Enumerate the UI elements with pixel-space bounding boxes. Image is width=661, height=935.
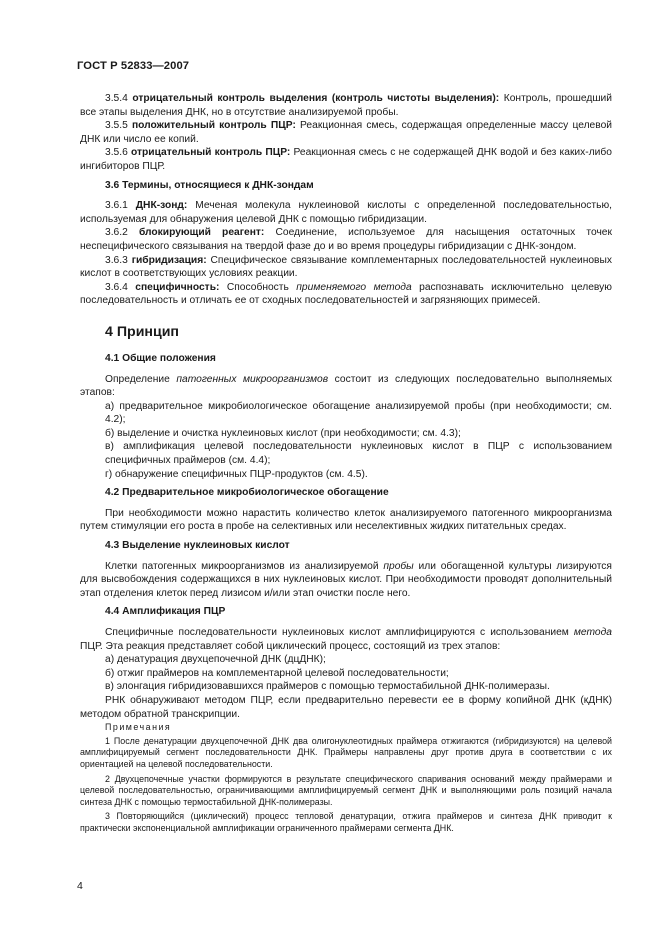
definition-3-5-4: 3.5.4 отрицательный контроль выделения (контроль чистоты выделения): Контроль, прошедший все этапы выделения ДНК, но в отсутствие анализируемой пробы. xyxy=(80,93,612,118)
document-header: ГОСТ Р 52833—2007 xyxy=(77,60,190,72)
list-item: в) амплификация целевой последовательности нуклеиновых кислот в ПЦР с использованием специфичных праймеров (см. 4.4); xyxy=(105,441,612,467)
term: блокирующий реагент: xyxy=(138,227,265,239)
list-item: в) элонгация гибридизовавшихся праймеров с помощью термостабильной ДНК-полимеразы. xyxy=(105,681,550,693)
definition-3-6-4: 3.6.4 специфичность: Способность применяемого метода распознавать исключительно целевую последовательность и отличать ее от сходных последовательностей и загрязняющих примесей. xyxy=(80,281,612,307)
term: отрицательный контроль ПЦР: xyxy=(130,147,291,159)
term: положительный контроль ПЦР: xyxy=(131,120,296,132)
notes-block xyxy=(80,722,612,834)
definition-3-6-1: 3.6.1 ДНК-зонд: Меченая молекула нуклеиновой кислоты с определенной последовательностью, используемая для обнаружения целевой ДНК с помощью гибридизации. xyxy=(80,200,612,225)
definition-3-6-2: 3.6.2 блокирующий реагент: Соединение, используемое для насыщения остаточных точек неспецифического связывания на твердой фазе до и во время процедуры гибридизации с ДНК-зондом. xyxy=(80,227,612,252)
section-4-1-heading: 4.1 Общие положения xyxy=(105,352,216,364)
note-item: 3 Повторяющийся (циклический) процесс тепловой денатурации, отжига праймеров и синтеза ДНК приводит к практически экспоненциальной амплификации ограниченного праймерами сегмента ДНК. xyxy=(80,811,612,833)
section-4-3-heading: 4.3 Выделение нуклеиновых кислот xyxy=(105,540,290,552)
section-4-4-heading: 4.4 Амплификация ПЦР xyxy=(105,606,226,618)
definition-3-5-5: 3.5.5 положительный контроль ПЦР: Реакционная смесь, содержащая определенные массу целевой ДНК или число ее копий. xyxy=(80,120,613,145)
section-4-3-text: Клетки патогенных микроорганизмов из анализируемой пробы или обогащенной культуры лизируются для высвобождения содержащихся в них нуклеиновых кислот. При необходимости проводят дополнительный этап отделения клеток перед лизисом и/или этап очистки после него. xyxy=(80,560,612,599)
section-4-2-heading: 4.2 Предварительное микробиологическое обогащение xyxy=(105,487,389,499)
section-4-4-intro: Специфичные последовательности нуклеиновых кислот амплифицируются с использованием метода ПЦР. Эта реакция представляет собой циклический процесс, состоящий из трех этапов: xyxy=(80,627,612,652)
section-4-4-rna: РНК обнаруживают методом ПЦР, если предварительно перевести ее в форму копийной ДНК (кДНК) методом обратной транскрипции. xyxy=(80,694,612,720)
term: отрицательный контроль выделения (контроль чистоты выделения): xyxy=(132,93,500,104)
term: ДНК-зонд: xyxy=(135,200,188,212)
term: специфичность: xyxy=(135,281,220,293)
list-item: а) предварительное микробиологическое обогащение анализируемой пробы (при необходимости; см. 4.2); xyxy=(105,400,612,426)
section-4-1-intro: Определение патогенных микроорганизмов состоит из следующих последовательно выполняемых этапов: xyxy=(80,373,612,399)
note-item: 2 Двухцепочечные участки формируются в результате специфического спаривания оснований между праймерами и целевой последовательностью, ограничивающими амплифицируемый сегмент ДНК и выполняющими роль позиций начала синтеза ДНК с помощью термостабильной ДНК-полимеразы. xyxy=(80,773,612,807)
definition-3-6-3: 3.6.3 гибридизация: Специфическое связывание комплементарных последовательностей нуклеиновых кислот в соответствующих условиях реакции. xyxy=(80,254,612,280)
list-item: б) отжиг праймеров на комплементарной целевой последовательности; xyxy=(105,667,449,679)
section-4-heading: 4 Принцип xyxy=(105,323,179,340)
list-item: а) денатурация двухцепочечной ДНК (дцДНК); xyxy=(105,654,326,666)
list-item: г) обнаружение специфичных ПЦР-продуктов (см. 4.5). xyxy=(105,468,368,480)
note-item: 1 После денатурации двухцепочечной ДНК два олигонуклеотидных праймера отжигаются (гибридизуются) на целевой амплифицируемый сегмент последовательности ДНК. Праймеры направлены друг против друга в соответствии с их ориентацией на целевой последовательности. xyxy=(80,735,612,769)
section-4-2-text: При необходимости можно нарастить количество клеток анализируемого патогенного микроорганизма путем стимуляции его роста в пробе на селективных или неселективных жидких питательных средах. xyxy=(80,507,612,533)
list-item: б) выделение и очистка нуклеиновых кислот (при необходимости; см. 4.3); xyxy=(105,427,461,439)
section-3-6-heading: 3.6 Термины, относящиеся к ДНК-зондам xyxy=(105,179,314,191)
document-body xyxy=(80,92,612,838)
definition-3-5-6: 3.5.6 отрицательный контроль ПЦР: Реакционная смесь с не содержащей ДНК водой и без каких-либо ингибиторов ПЦР. xyxy=(80,147,612,172)
notes-title: Примечания xyxy=(105,722,172,733)
term: гибридизация: xyxy=(131,254,207,266)
page-number: 4 xyxy=(77,880,83,892)
